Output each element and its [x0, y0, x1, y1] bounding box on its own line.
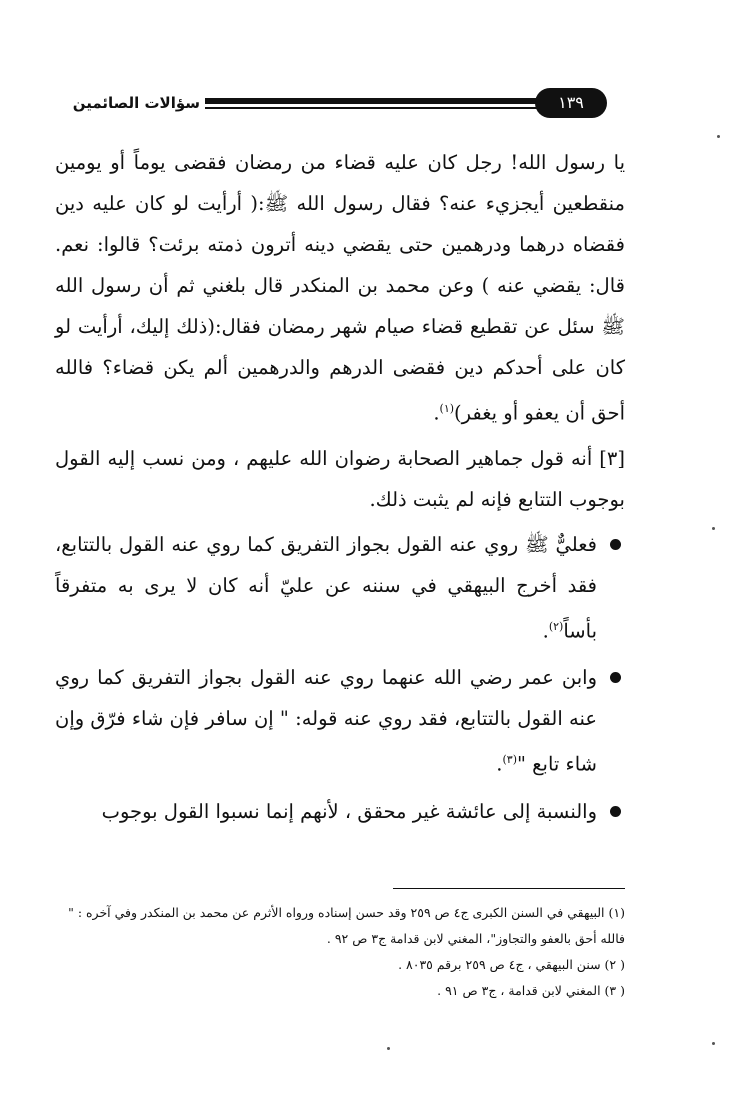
- scan-speck: [387, 1047, 390, 1050]
- header-rule-thin: [205, 107, 585, 109]
- bullet-item-ibn-umar: [55, 657, 625, 785]
- footnote-ref-3[interactable]: (٣): [502, 753, 517, 766]
- footnote-2: ( ٢) سنن البيهقي ، ج٤ ص ٢٥٩ برقم ٨٠٣٥ .: [398, 957, 625, 972]
- page-header: [55, 88, 625, 118]
- scan-speck: [712, 1042, 715, 1045]
- main-text: [55, 142, 625, 838]
- page-number: ١٣٩: [535, 88, 607, 118]
- paragraph-2: [٣] أنه قول جماهير الصحابة رضوان الله عليهم ، ومن نسب إليه القول بوجوب التتابع فإنه لم يثبت ذلك.: [55, 446, 625, 511]
- bullet-2-text: وابن عمر رضي الله عنهما روي عنه القول بجواز التفريق كما روي عنه القول بالتتابع، فقد روي عنه قوله: " إن سافر فإن شاء فرّق وإن شاء تابع ": [55, 666, 597, 776]
- bullet-dot-icon: [610, 539, 621, 550]
- bullet-item-ali: [55, 524, 625, 652]
- footnotes: [55, 900, 625, 1004]
- bullet-dot-icon: [610, 806, 621, 817]
- scan-speck: [717, 135, 720, 138]
- bullet-3-text: والنسبة إلى عائشة غير محقق ، لأنهم إنما نسبوا القول بوجوب: [101, 799, 597, 823]
- footnote-3: ( ٣) المغني لابن قدامة ، ج٣ ص ٩١ .: [437, 983, 625, 998]
- header-rule: [205, 98, 585, 104]
- bullet-1-text: فعليٌّ ﷺ روي عنه القول بجواز التفريق كما روي عنه القول بالتتابع، فقد أخرج البيهقي في سننه عن عليّ أنه كان لا يرى به متفرقاً بأساً: [55, 532, 597, 642]
- paragraph-1-end: .: [433, 401, 440, 425]
- footnote-1: (١) البيهقي في السنن الكبرى ج٤ ص ٢٥٩ وقد حسن إسناده ورواه الأثرم عن محمد بن المنكدر وفي آخره : " فالله أحق بالعفو والتجاوز"، المغني لابن قدامة ج٣ ص ٩٢ .: [68, 905, 625, 946]
- scan-speck: [712, 527, 715, 530]
- running-title: سؤالات الصائمين: [72, 94, 200, 112]
- bullet-1-end: .: [542, 619, 549, 642]
- footnote-ref-1[interactable]: (١): [439, 402, 455, 415]
- bullet-2-end: .: [496, 752, 503, 776]
- paragraph-1: [55, 142, 625, 434]
- footnote-separator: [393, 888, 625, 889]
- paragraph-1-text: يا رسول الله! رجل كان عليه قضاء من رمضان فقضى يوماً أو يومين منقطعين أيجزيء عنه؟ فقال رسول الله ﷺ:( أرأيت لو كان عليه دين فقضاه درهما ودرهمين حتى يقضي دينه أترون ذمته برئت؟ قالوا: نعم. قال: يقضي عنه ) وعن محمد بن المنكدر قال بلغني ثم أن رسول الله ﷺ سئل عن تقطيع قضاء صيام شهر رمضان فقال:(ذلك إليك، أرأيت لو كان على أحدكم دين فقضى الدرهم والدرهمين ألم يكن قضاء؟ فالله أحق أن يعفو أو يغفر): [55, 151, 625, 425]
- footnote-ref-2[interactable]: (٢): [548, 619, 564, 633]
- bullet-dot-icon: [610, 672, 621, 683]
- bullet-item-aisha: [55, 791, 625, 832]
